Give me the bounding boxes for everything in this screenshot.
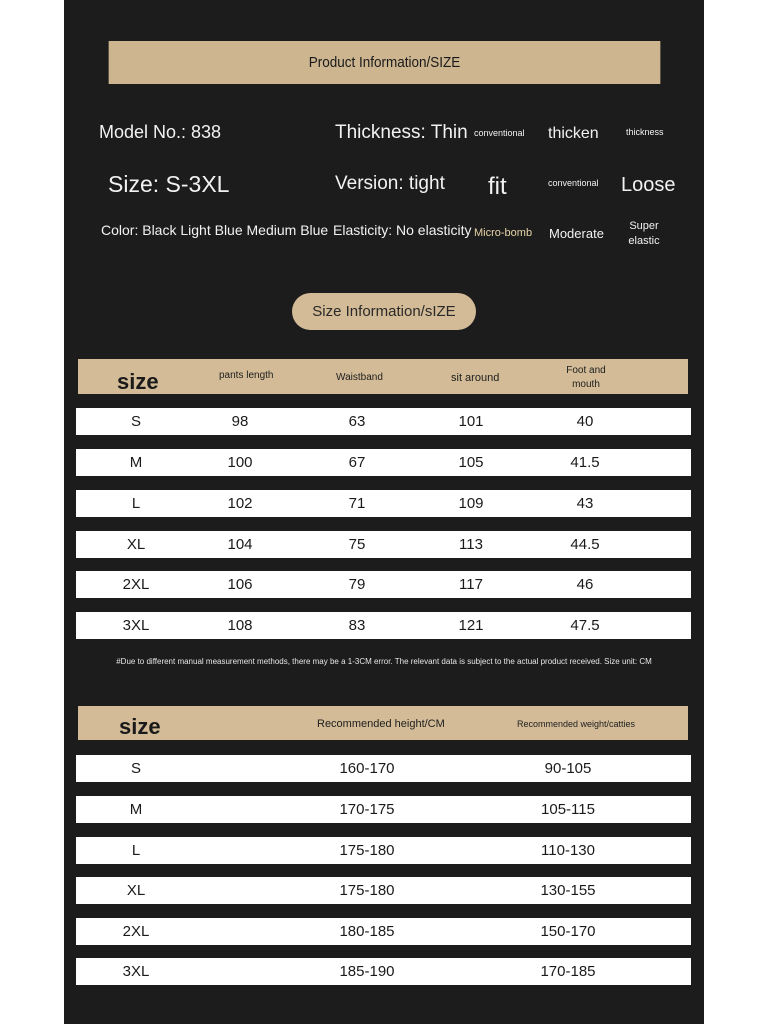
table-row (76, 877, 691, 904)
thickness-label: Thickness: Thin (335, 122, 468, 143)
cell-size: L (131, 842, 141, 859)
header-recommended-height: Recommended height/CM (317, 718, 445, 730)
cell-height: 170-175 (339, 801, 395, 818)
elasticity-opt-super-elastic: Super elastic (628, 220, 660, 247)
header-waistband: Waistband (336, 372, 383, 383)
cell-waistband: 75 (348, 536, 366, 553)
cell-size: XL (126, 882, 146, 899)
size-table-header (78, 359, 688, 394)
cell-pants-length: 100 (227, 454, 253, 471)
cell-foot-mouth: 41.5 (570, 454, 600, 471)
cell-weight: 130-155 (540, 882, 596, 899)
elasticity-opt-moderate: Moderate (549, 226, 604, 241)
cell-waistband: 67 (348, 454, 366, 471)
cell-size: XL (126, 536, 146, 553)
cell-weight: 105-115 (541, 801, 595, 818)
table-row (76, 490, 691, 517)
cell-pants-length: 106 (227, 576, 253, 593)
cell-pants-length: 104 (227, 536, 253, 553)
cell-height: 175-180 (339, 882, 395, 899)
cell-size: S (130, 760, 142, 777)
cell-height: 185-190 (339, 963, 395, 980)
color-options: Color: Black Light Blue Medium Blue (101, 222, 329, 238)
version-opt-fit: fit (488, 173, 507, 200)
thickness-opt-thicken: thicken (548, 125, 599, 142)
table-row (76, 837, 691, 864)
header-size-2: size (119, 714, 161, 739)
cell-size: 3XL (122, 617, 150, 634)
cell-foot-mouth: 46 (576, 576, 594, 593)
header-pants-length: pants length (219, 370, 274, 381)
cell-height: 175-180 (339, 842, 395, 859)
cell-size: S (130, 413, 142, 430)
cell-sit-around: 113 (459, 536, 483, 553)
cell-size: L (131, 495, 141, 512)
cell-waistband: 63 (348, 413, 366, 430)
elasticity-label: Elasticity: No elasticity (333, 222, 472, 238)
version-opt-conventional: conventional (548, 178, 599, 188)
cell-sit-around: 105 (458, 454, 484, 471)
cell-size: 2XL (122, 576, 150, 593)
cell-foot-mouth: 43 (576, 495, 594, 512)
cell-sit-around: 121 (458, 617, 484, 634)
cell-height: 180-185 (339, 923, 395, 940)
table-row (76, 958, 691, 985)
product-info-banner (109, 41, 661, 84)
size-range: Size: S-3XL (108, 171, 230, 197)
recommend-table-header (78, 706, 688, 740)
cell-sit-around: 109 (458, 495, 484, 512)
cell-weight: 110-130 (541, 842, 595, 859)
cell-pants-length: 98 (231, 413, 249, 430)
cell-size: M (129, 454, 143, 471)
table-row (76, 408, 691, 435)
table-row (76, 612, 691, 639)
thickness-opt-conventional: conventional (474, 128, 525, 138)
table-row (76, 531, 691, 558)
table-row (76, 918, 691, 945)
version-opt-loose: Loose (621, 174, 676, 196)
size-information-title: Size Information/sIZE (312, 303, 456, 320)
header-size: size (117, 369, 159, 394)
elasticity-opt-micro-bomb: Micro-bomb (474, 227, 533, 239)
cell-weight: 170-185 (540, 963, 596, 980)
version-label: Version: tight (335, 173, 445, 194)
cell-waistband: 79 (348, 576, 366, 593)
cell-pants-length: 108 (227, 617, 253, 634)
model-number: Model No.: 838 (99, 122, 222, 142)
header-sit-around: sit around (451, 372, 500, 384)
cell-sit-around: 117 (459, 576, 483, 593)
cell-sit-around: 101 (458, 413, 484, 430)
cell-weight: 90-105 (544, 760, 592, 777)
cell-height: 160-170 (339, 760, 395, 777)
size-information-pill (292, 293, 476, 330)
thickness-opt-thickness: thickness (626, 127, 664, 137)
measurement-note: #Due to different manual measurement methods, there may be a 1-3CM error. The relevant data is subject to the actual product received. Size unit: CM (116, 657, 652, 666)
cell-foot-mouth: 40 (576, 413, 594, 430)
cell-size: 3XL (122, 963, 150, 980)
cell-size: M (129, 801, 143, 818)
cell-waistband: 71 (348, 495, 366, 512)
header-foot-and-mouth: Foot and mouth (566, 365, 606, 390)
header-recommended-weight: Recommended weight/catties (517, 719, 636, 729)
table-row (76, 571, 691, 598)
table-row (76, 796, 691, 823)
cell-pants-length: 102 (227, 495, 253, 512)
cell-waistband: 83 (348, 617, 366, 634)
cell-weight: 150-170 (540, 923, 596, 940)
cell-foot-mouth: 44.5 (570, 536, 600, 553)
banner-title: Product Information/SIZE (308, 54, 461, 71)
cell-foot-mouth: 47.5 (570, 617, 600, 634)
table-row (76, 449, 691, 476)
cell-size: 2XL (122, 923, 150, 940)
table-row (76, 755, 691, 782)
